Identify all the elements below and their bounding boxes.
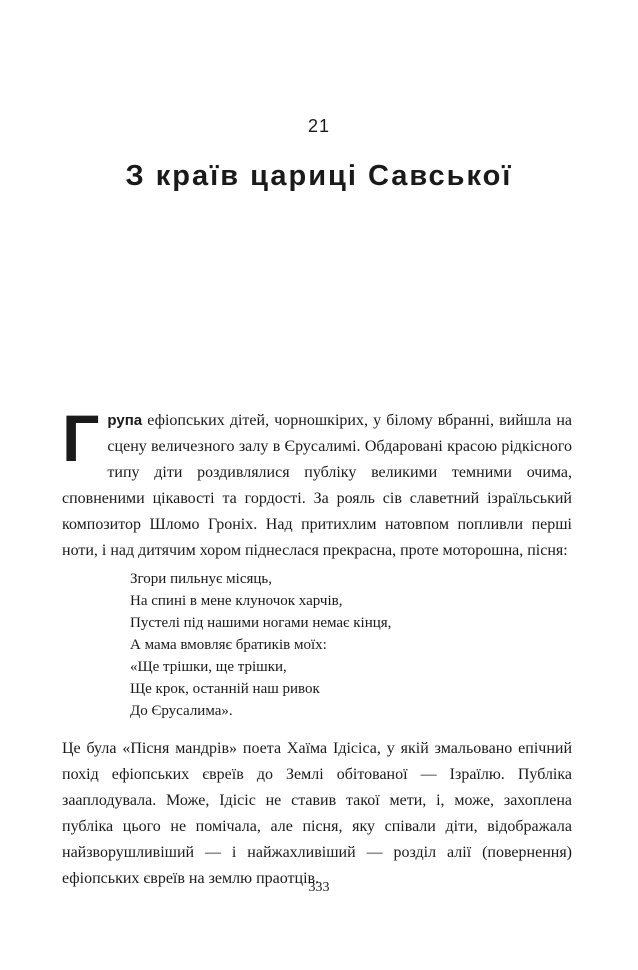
poem-line: До Єрусалима». — [130, 703, 233, 719]
chapter-title: З країв цариці Савської — [125, 160, 513, 192]
chapter-number: 21 — [307, 116, 331, 136]
opening-paragraph-text: ефіопських дітей, чорношкірих, у білому вбранні, вийшла на сцену величезного залу в Єрусалимі. Обдаровані красою рідкісного типу діти роздивлялися публіку великими темними очима, сповненими цікавості та гордості. За рояль сів славетний ізраїльський композитор Шломо Гроніх. Над притихлим натовпом попливли перші ноти, і над дитячим хором піднеслася прекрасна, проте моторошна, пісня: — [62, 412, 572, 559]
closing-paragraph — [62, 736, 572, 892]
poem-line: Згори пильнує місяць, — [130, 571, 273, 587]
page-number: 333 — [308, 880, 330, 895]
poem-verse — [130, 568, 391, 722]
drop-cap: Г — [62, 401, 100, 475]
poem-line: На спині в мене клуночок харчів, — [130, 593, 343, 609]
poem-line: А мама вмовляє братиків моїх: — [130, 637, 327, 653]
lead-word: рупа — [107, 412, 143, 429]
poem-line: «Ще трішки, ще трішки, — [130, 659, 287, 675]
poem-line: Ще крок, останній наш ривок — [130, 681, 320, 697]
poem-line: Пустелі під нашими ногами немає кінця, — [130, 615, 392, 631]
opening-paragraph — [62, 401, 572, 564]
closing-paragraph-text: Це була «Пісня мандрів» поета Хаїма Ідісіса, у якій змальовано епічний похід ефіопських євреїв до Землі обітованої — Ізраїлю. Публіка зааплодувала. Може, Ідісіс не ставив такої мети, і, може, захоплена публіка цього не помічала, але пісня, яку співали діти, відображала найзворушливіший — і найжахливіший — розділ алії (повернення) ефіопських євреїв на землю праотців. — [62, 740, 572, 887]
